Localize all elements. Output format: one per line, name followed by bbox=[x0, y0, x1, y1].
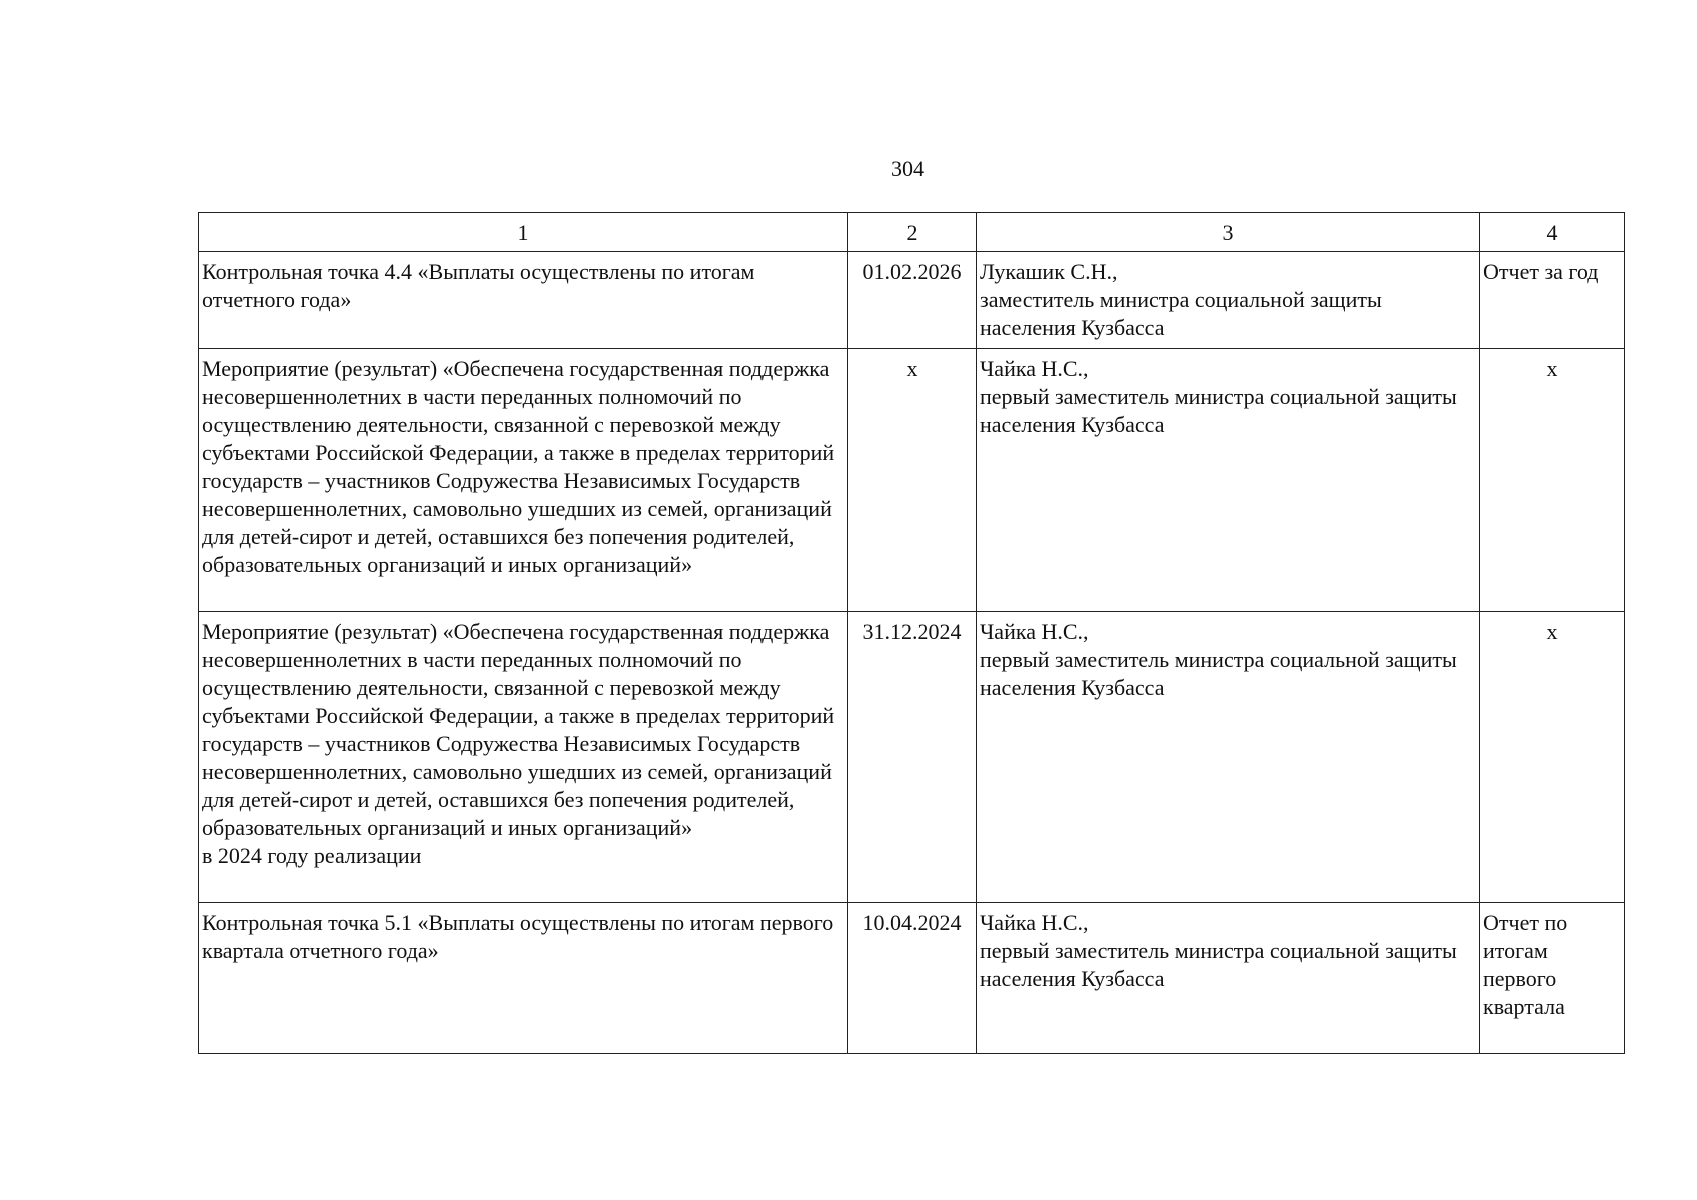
document-type: х bbox=[1480, 349, 1625, 612]
responsible-person: Чайка Н.С., первый заместитель министра социальной защиты населения Кузбасса bbox=[977, 903, 1480, 1054]
document-table bbox=[198, 212, 1625, 1054]
column-number-2: 2 bbox=[848, 213, 977, 252]
page-number: 304 bbox=[891, 156, 924, 181]
responsible-person: Чайка Н.С., первый заместитель министра социальной защиты населения Кузбасса bbox=[977, 612, 1480, 903]
column-number-1: 1 bbox=[199, 213, 848, 252]
deadline-date: х bbox=[848, 349, 977, 612]
responsible-person: Лукашик С.Н., заместитель министра социальной защиты населения Кузбасса bbox=[977, 252, 1480, 349]
item-description: Мероприятие (результат) «Обеспечена государственная поддержка несовершеннолетних в части переданных полномочий по осуществлению деятельности, связанной с перевозкой между субъектами Российской Федерации, а также в пределах территорий государств – участников Содружества Независимых Государств несовершеннолетних, самовольно ушедших из семей, организаций для детей-сирот и детей, оставшихся без попечения родителей, образовательных организаций и иных организаций» bbox=[199, 349, 848, 612]
item-description: Мероприятие (результат) «Обеспечена государственная поддержка несовершеннолетних в части переданных полномочий по осуществлению деятельности, связанной с перевозкой между субъектами Российской Федерации, а также в пределах территорий государств – участников Содружества Независимых Государств несовершеннолетних, самовольно ушедших из семей, организаций для детей-сирот и детей, оставшихся без попечения родителей, образовательных организаций и иных организаций» в 2024 году реализации bbox=[199, 612, 848, 903]
table-header-row bbox=[199, 213, 1625, 252]
table-row bbox=[199, 903, 1625, 1054]
deadline-date: 10.04.2024 bbox=[848, 903, 977, 1054]
item-description: Контрольная точка 4.4 «Выплаты осуществлены по итогам отчетного года» bbox=[199, 252, 848, 349]
deadline-date: 01.02.2026 bbox=[848, 252, 977, 349]
responsible-person: Чайка Н.С., первый заместитель министра социальной защиты населения Кузбасса bbox=[977, 349, 1480, 612]
column-number-4: 4 bbox=[1480, 213, 1625, 252]
table-row bbox=[199, 612, 1625, 903]
document-type: Отчет за год bbox=[1480, 252, 1625, 349]
table-row bbox=[199, 349, 1625, 612]
item-description: Контрольная точка 5.1 «Выплаты осуществлены по итогам первого квартала отчетного года» bbox=[199, 903, 848, 1054]
document-type: х bbox=[1480, 612, 1625, 903]
document-type: Отчет по итогам первого квартала bbox=[1480, 903, 1625, 1054]
deadline-date: 31.12.2024 bbox=[848, 612, 977, 903]
table-row bbox=[199, 252, 1625, 349]
column-number-3: 3 bbox=[977, 213, 1480, 252]
